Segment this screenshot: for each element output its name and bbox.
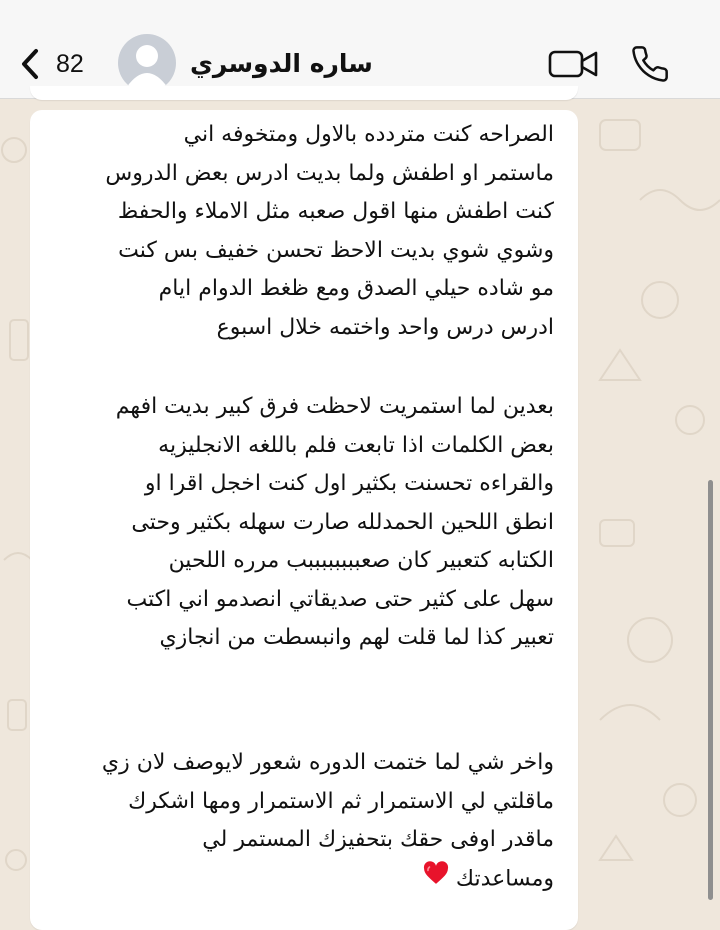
message-line: وشوي شوي بديت الاحظ تحسن خفيف بس كنت	[118, 237, 554, 263]
message-paragraph	[40, 116, 554, 347]
message-line: الصراحه كنت متردده بالاول ومتخوفه اني	[183, 122, 554, 147]
message-line: انطق اللحين الحمدلله صارت سهله بكثير وحتى	[131, 509, 554, 535]
previous-message-bubble	[30, 86, 578, 100]
message-line: ادرس درس واحد واختمه خلال اسبوع	[216, 314, 554, 340]
message-line: ماقلتي لي الاستمرار ثم الاستمرار ومها اشكرك	[128, 788, 554, 814]
message-line: مو شاده حيلي الصدق ومع ظغط الدوام ايام	[158, 276, 554, 301]
video-camera-icon	[548, 48, 600, 80]
message-line: والقراءه تحسنت بكثير اول كنت اخجل اقرا او	[144, 471, 554, 496]
back-button[interactable]	[18, 44, 98, 84]
chevron-left-icon	[18, 48, 42, 80]
message-line-text: ومساعدتك	[455, 865, 554, 891]
contact-name[interactable]: ساره الدوسري	[190, 49, 373, 78]
message-line: كنت اطفش منها اقول صعبه مثل الاملاء والحفظ	[117, 199, 554, 224]
message-line: تعبير كذا لما قلت لهم وانبسطت من انجازي	[159, 625, 554, 650]
default-avatar-icon	[118, 34, 176, 92]
message-bubble[interactable]	[30, 110, 578, 930]
video-call-button[interactable]	[548, 48, 600, 80]
message-line: ماقدر اوفى حقك بتحفيزك المستمر لي	[202, 827, 554, 852]
message-paragraph	[40, 744, 554, 898]
message-line-last	[40, 860, 554, 899]
message-line: الكتابه كتعبير كان صعببببببببب مرره اللحين	[168, 548, 554, 573]
scrollbar[interactable]	[708, 480, 713, 900]
message-line: سهل على كثير حتى صديقاتي انصدمو اني اكتب	[126, 586, 554, 612]
red-heart-icon	[423, 860, 449, 899]
message-line: بعدين لما استمريت لاحظت فرق كبير بديت افهم	[115, 394, 554, 419]
message-line: واخر شي لما ختمت الدوره شعور لايوصف لان زي	[101, 750, 554, 775]
voice-call-button[interactable]	[630, 44, 670, 84]
message-paragraph	[40, 388, 554, 658]
unread-count: 82	[56, 49, 84, 78]
chat-header	[0, 0, 720, 99]
avatar[interactable]	[118, 34, 176, 92]
phone-icon	[630, 44, 670, 84]
message-line: ماستمر او اطفش ولما بديت ادرس بعض الدروس	[105, 160, 554, 186]
message-line: بعض الكلمات اذا تابعت فلم باللغه الانجليزيه	[158, 432, 554, 458]
